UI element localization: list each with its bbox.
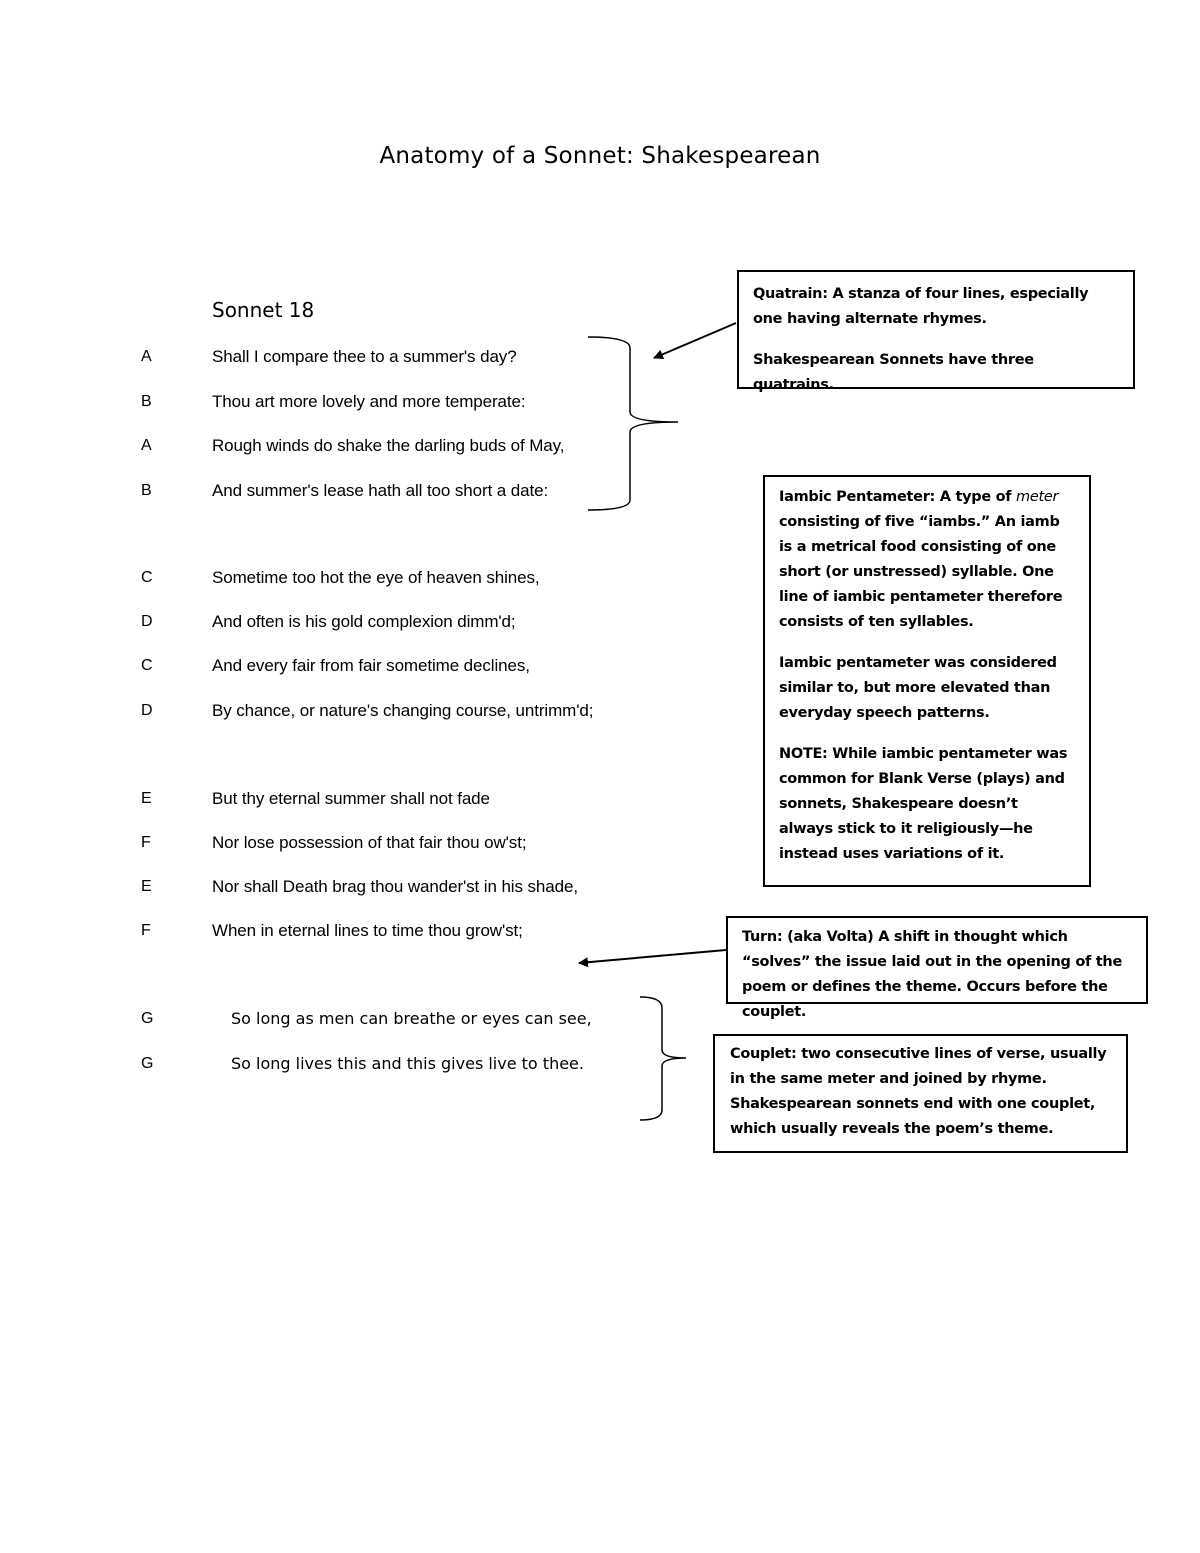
sonnet-line: So long as men can breathe or eyes can see, bbox=[231, 1009, 592, 1028]
iambic-term: Iambic Pentameter: bbox=[779, 489, 936, 505]
sonnet-line: Nor lose possession of that fair thou ow'st; bbox=[212, 833, 527, 852]
rhyme-letter: D bbox=[141, 613, 153, 630]
quatrain-arrow bbox=[654, 323, 736, 358]
turn-term: Turn: bbox=[742, 929, 783, 945]
sonnet-line: But thy eternal summer shall not fade bbox=[212, 789, 490, 808]
rhyme-letter: G bbox=[141, 1010, 154, 1027]
rhyme-letter: F bbox=[141, 922, 151, 939]
page-title: Anatomy of a Sonnet: Shakespearean bbox=[379, 143, 821, 169]
rhyme-letter: C bbox=[141, 657, 153, 674]
note-text: While iambic pentameter was common for Blank Verse (plays) and sonnets, Shakespeare doesn’t always stick to it religiously—he instead uses variations of it. bbox=[779, 746, 1068, 862]
quatrain-brace bbox=[588, 337, 678, 510]
rhyme-letter: A bbox=[141, 348, 152, 365]
sonnet-line: And often is his gold complexion dimm'd; bbox=[212, 612, 516, 631]
sonnet-line: Rough winds do shake the darling buds of May, bbox=[212, 436, 565, 455]
couplet-brace bbox=[640, 997, 686, 1120]
turn-arrow bbox=[579, 950, 726, 963]
iambic-para2: Iambic pentameter was considered similar to, but more elevated than everyday speech patterns. bbox=[779, 655, 1057, 721]
iambic-definition-end: consisting of five “iambs.” An iamb is a metrical food consisting of one short (or unstressed) syllable. One line of iambic pentameter therefore consists of ten syllables. bbox=[779, 514, 1063, 630]
sonnet-line: Sometime too hot the eye of heaven shines, bbox=[212, 568, 540, 587]
rhyme-letter: E bbox=[141, 790, 152, 807]
rhyme-letter: B bbox=[141, 482, 152, 499]
sonnet-heading: Sonnet 18 bbox=[212, 298, 315, 322]
rhyme-letter: G bbox=[141, 1055, 154, 1072]
sonnet-line: By chance, or nature's changing course, untrimm'd; bbox=[212, 701, 594, 720]
quatrain-term: Quatrain: bbox=[753, 286, 828, 302]
rhyme-letter: C bbox=[141, 569, 153, 586]
sonnet-line: Nor shall Death brag thou wander'st in his shade, bbox=[212, 877, 578, 896]
couplet-term: Couplet: bbox=[730, 1046, 797, 1062]
rhyme-letter: D bbox=[141, 702, 153, 719]
sonnet-line: Thou art more lovely and more temperate: bbox=[212, 392, 526, 411]
iambic-definition-start: A type of bbox=[935, 489, 1017, 505]
couplet-definition: two consecutive lines of verse, usually in the same meter and joined by rhyme. Shakespearean sonnets end with one couplet, which usually reveals the poem’s theme. bbox=[730, 1046, 1107, 1137]
quatrain-definition: A stanza of four lines, especially one having alternate rhymes. bbox=[753, 286, 1089, 327]
sonnet-line: And every fair from fair sometime declines, bbox=[212, 656, 530, 675]
turn-definition: (aka Volta) A shift in thought which “solves” the issue laid out in the opening of the poem or defines the theme. Occurs before the couplet. bbox=[742, 929, 1122, 1020]
rhyme-letter: B bbox=[141, 393, 152, 410]
iambic-definition-emphasis: meter bbox=[1016, 489, 1059, 505]
sonnet-line: When in eternal lines to time thou grow'st; bbox=[212, 921, 523, 940]
quatrain-extra: Shakespearean Sonnets have three quatrains. bbox=[753, 352, 1034, 393]
rhyme-letter: F bbox=[141, 834, 151, 851]
rhyme-letter: E bbox=[141, 878, 152, 895]
sonnet-line: Shall I compare thee to a summer's day? bbox=[212, 347, 517, 366]
sonnet-line: So long lives this and this gives live to thee. bbox=[231, 1054, 584, 1073]
rhyme-letter: A bbox=[141, 437, 152, 454]
note-label: NOTE: bbox=[779, 746, 828, 762]
sonnet-line: And summer's lease hath all too short a date: bbox=[212, 481, 549, 500]
